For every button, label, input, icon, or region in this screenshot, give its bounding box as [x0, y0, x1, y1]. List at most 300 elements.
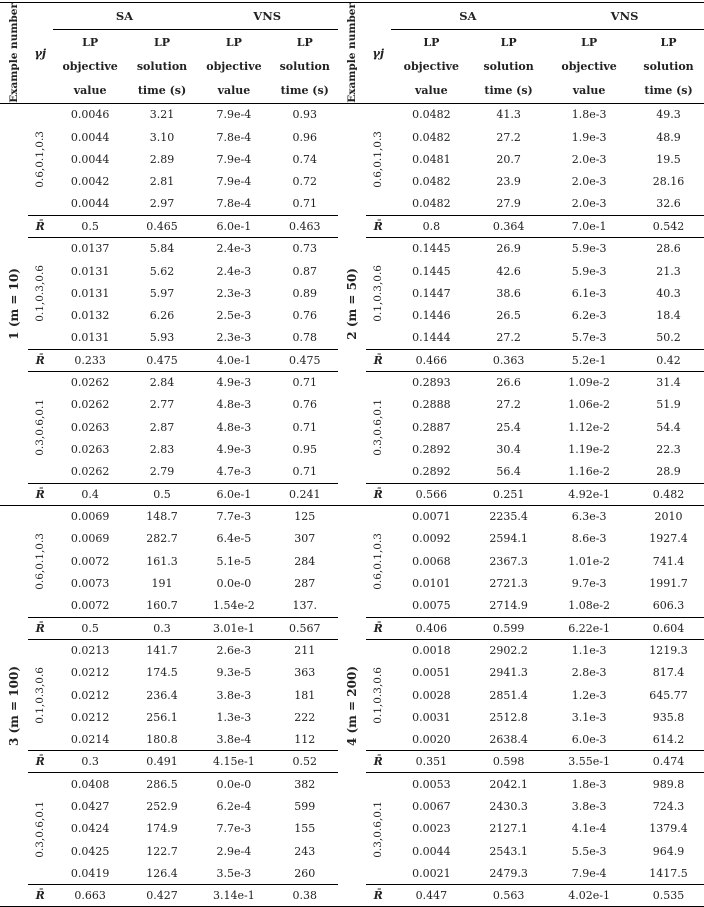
table-cell: 2543.1	[489, 844, 528, 858]
table-cell: 2367.3	[489, 554, 528, 568]
gamma-value: 0.6,0.1,0.3	[372, 532, 385, 590]
table-cell: 21.3	[656, 264, 681, 278]
table-cell: 2.0e-3	[571, 174, 607, 188]
table-cell: 27.9	[496, 197, 521, 211]
table-cell: 0.0044	[70, 130, 110, 144]
table-cell: 0.0044	[412, 844, 451, 858]
r-bar-value: 7.0e-1	[545, 215, 633, 237]
example-label-text: 1 (m = 10)	[6, 268, 21, 341]
table-cell: 0.0073	[70, 576, 110, 590]
table-cell: 2902.2	[489, 644, 528, 658]
r-bar-value: 0.465	[128, 215, 197, 237]
table-cell: 6.4e-5	[216, 532, 252, 546]
table-cell: 0.0481	[412, 152, 451, 166]
r-bar-label: R̄	[366, 885, 391, 907]
table-cell: 2.0e-3	[571, 197, 607, 211]
r-bar-value: 0.474	[633, 751, 704, 773]
r-bar-value: 0.475	[128, 349, 197, 371]
table-cell: 0.73	[292, 242, 317, 256]
gamma-cell	[366, 505, 391, 617]
table-cell: 741.4	[652, 554, 685, 568]
table-cell: 0.71	[292, 376, 317, 390]
table-cell: 0.0023	[412, 822, 451, 836]
value-label: value	[391, 79, 473, 104]
gamma-value: 0.3,0.6,0.1	[372, 398, 385, 456]
table-cell: 0.1444	[412, 331, 451, 345]
r-bar-value: 4.15e-1	[196, 751, 271, 773]
example-label-text: 2 (m = 50)	[344, 268, 359, 341]
table-cell: 1379.4	[649, 822, 688, 836]
table-cell: 964.9	[652, 844, 685, 858]
table-cell: 211	[294, 644, 316, 658]
table-cell: 2714.9	[489, 598, 528, 612]
lp-label: LP	[225, 35, 242, 49]
lp-label: LP	[581, 35, 598, 49]
table-cell: 307	[294, 532, 316, 546]
r-bar-value: 0.3	[53, 751, 128, 773]
table-cell: 0.0482	[412, 174, 451, 188]
table-cell: 0.0427	[70, 800, 110, 814]
table-cell: 0.0262	[70, 465, 110, 478]
r-bar-value: 0.463	[271, 215, 338, 237]
table-cell: 0.0132	[70, 308, 110, 322]
table-cell: 0.87	[292, 264, 317, 278]
table-header	[0, 3, 704, 104]
table-body	[0, 103, 704, 907]
sa-header-right: SA	[391, 3, 546, 30]
table-cell: 0.0068	[412, 554, 451, 568]
table-cell: 18.4	[656, 308, 681, 322]
table-cell: 160.7	[146, 598, 178, 612]
table-cell: 0.0051	[412, 666, 451, 680]
table-cell: 5.93	[149, 331, 175, 345]
table-cell: 5.97	[149, 286, 175, 300]
table-cell: 2.3e-3	[216, 286, 252, 300]
time-label: time (s)	[128, 79, 197, 104]
table-cell: 7.7e-3	[216, 822, 252, 836]
vns-header-left: VNS	[196, 3, 338, 30]
vns-header-right: VNS	[545, 3, 704, 30]
table-cell: 0.0263	[70, 442, 110, 456]
table-cell: 2.77	[149, 398, 175, 412]
table-cell: 6.0e-3	[571, 732, 607, 746]
example-label	[0, 103, 28, 505]
table-cell: 1.3e-3	[216, 710, 252, 724]
table-cell: 0.0212	[70, 710, 110, 724]
r-bar-value: 0.5	[53, 617, 128, 639]
table-cell: 155	[294, 822, 316, 836]
table-cell: 9.7e-3	[571, 576, 607, 590]
table-cell: 0.78	[292, 331, 317, 345]
table-cell: 32.6	[656, 197, 681, 211]
gamma-cell	[366, 371, 391, 483]
r-bar-label: R̄	[28, 751, 53, 773]
gamma-cell	[28, 639, 53, 751]
table-cell: 0.2892	[412, 442, 451, 456]
table-cell: 0.0021	[412, 866, 451, 880]
r-bar-value: 4.02e-1	[545, 885, 633, 907]
table-cell: 148.7	[146, 510, 178, 524]
table-cell: 599	[294, 800, 316, 814]
table-cell: 27.2	[496, 398, 521, 412]
table-cell: 50.2	[656, 331, 681, 345]
table-cell: 256.1	[146, 710, 178, 724]
table-cell: 1991.7	[649, 576, 688, 590]
table-cell: 2.9e-4	[216, 844, 252, 858]
table-cell: 26.9	[496, 242, 521, 256]
table-cell: 0.0069	[70, 510, 110, 524]
table-cell: 7.9e-4	[216, 108, 252, 122]
table-cell: 0.0212	[70, 666, 110, 680]
table-cell: 2.87	[149, 420, 175, 434]
table-cell: 0.0067	[412, 800, 451, 814]
table-cell: 1.09e-2	[568, 376, 610, 390]
objective-label: objective	[561, 60, 617, 74]
table-cell: 3.8e-3	[216, 688, 252, 702]
r-bar-value: 0.406	[391, 617, 473, 639]
lp-label: LP	[660, 35, 677, 49]
table-cell: 0.0408	[70, 778, 110, 792]
table-cell: 282.7	[146, 532, 178, 546]
table-cell: 26.6	[496, 376, 521, 390]
table-cell: 2512.8	[489, 710, 528, 724]
table-cell: 3.21	[149, 108, 175, 122]
gamma-value: 0.6,0.1,0.3	[372, 130, 385, 188]
table-cell: 2.5e-3	[216, 308, 252, 322]
table-cell: 2479.3	[489, 866, 528, 880]
gamma-value: 0.1,0.3,0.6	[34, 264, 47, 322]
r-bar-value: 3.01e-1	[196, 617, 271, 639]
gamma-value: 0.6,0.1,0.3	[34, 130, 47, 188]
r-bar-value: 0.363	[472, 349, 545, 371]
table-cell: 5.7e-3	[571, 331, 607, 345]
table-cell: 0.0131	[70, 264, 110, 278]
objective-label: objective	[62, 60, 118, 74]
table-cell: 1417.5	[649, 866, 688, 880]
table-cell: 0.0072	[70, 598, 110, 612]
table-cell: 2.81	[149, 174, 175, 188]
table-cell: 6.2e-4	[216, 800, 252, 814]
time-label: time (s)	[633, 79, 704, 104]
r-bar-value: 0.351	[391, 751, 473, 773]
table-cell: 1927.4	[649, 532, 688, 546]
table-cell: 0.0482	[412, 197, 451, 211]
table-cell: 4.1e-4	[571, 822, 607, 836]
table-cell: 0.0042	[70, 174, 110, 188]
table-cell: 0.0e-0	[216, 778, 252, 792]
table-cell: 0.0262	[70, 376, 110, 390]
table-cell: 3.1e-3	[571, 710, 607, 724]
table-cell: 8.6e-3	[571, 532, 607, 546]
gamma-value: 0.3,0.6,0.1	[34, 398, 47, 456]
table-cell: 5.84	[149, 242, 175, 256]
table-cell: 1.12e-2	[568, 420, 610, 434]
gamma-header-left: γj	[28, 3, 53, 104]
r-bar-label: R̄	[28, 617, 53, 639]
table-cell: 0.0131	[70, 286, 110, 300]
time-label: time (s)	[472, 79, 545, 104]
table-cell: 0.0018	[412, 644, 451, 658]
example-label	[0, 505, 28, 907]
table-cell: 2.0e-3	[571, 152, 607, 166]
table-cell: 2.6e-3	[216, 644, 252, 658]
table-cell: 0.0263	[70, 420, 110, 434]
table-cell: 2235.4	[489, 510, 528, 524]
r-bar-value: 0.542	[633, 215, 704, 237]
r-bar-value: 6.0e-1	[196, 483, 271, 505]
table-cell: 286.5	[146, 778, 178, 792]
table-cell: 1.2e-3	[571, 688, 607, 702]
table-cell: 4.9e-3	[216, 376, 252, 390]
table-cell: 0.0044	[70, 152, 110, 166]
r-bar-value: 0.427	[128, 885, 197, 907]
example-number-header-right: Example number	[338, 3, 366, 104]
table-cell: 1.1e-3	[571, 644, 607, 658]
table-cell: 0.0482	[412, 130, 451, 144]
table-row	[0, 505, 704, 528]
r-bar-value: 0.447	[391, 885, 473, 907]
table-cell: 3.8e-4	[216, 732, 252, 746]
table-cell: 0.0075	[412, 598, 451, 612]
table-cell: 0.2893	[412, 376, 451, 390]
lp-label: LP	[82, 35, 99, 49]
table-cell: 614.2	[652, 732, 685, 746]
example-label	[338, 505, 366, 907]
table-cell: 54.4	[656, 420, 681, 434]
table-cell: 2.84	[149, 376, 175, 390]
r-bar-label: R̄	[366, 215, 391, 237]
table-cell: 2.89	[149, 152, 175, 166]
table-cell: 0.0131	[70, 331, 110, 345]
objective-label: objective	[403, 60, 460, 74]
time-label: time (s)	[271, 79, 338, 104]
table-cell: 0.71	[292, 197, 317, 211]
table-cell: 4.9e-3	[216, 442, 252, 456]
table-cell: 0.0028	[412, 688, 451, 702]
table-cell: 4.8e-3	[216, 420, 252, 434]
table-cell: 0.0425	[70, 844, 110, 858]
table-cell: 724.3	[652, 800, 685, 814]
r-bar-value: 0.599	[472, 617, 545, 639]
r-bar-value: 0.38	[271, 885, 338, 907]
table-cell: 2851.4	[489, 688, 528, 702]
table-cell: 40.3	[656, 286, 681, 300]
table-cell: 0.2892	[412, 465, 451, 478]
table-cell: 1.01e-2	[568, 554, 610, 568]
table-cell: 25.4	[496, 420, 521, 434]
table-cell: 0.95	[292, 442, 317, 456]
table-cell: 112	[294, 732, 316, 746]
lp-label: LP	[423, 35, 440, 49]
table-cell: 7.8e-4	[216, 197, 252, 211]
table-cell: 284	[294, 554, 316, 568]
table-cell: 181	[294, 688, 316, 702]
r-bar-value: 0.241	[271, 483, 338, 505]
table-cell: 0.0069	[70, 532, 110, 546]
gamma-cell	[366, 237, 391, 349]
table-cell: 1.8e-3	[571, 108, 607, 122]
table-cell: 2.97	[149, 197, 175, 211]
table-cell: 7.7e-3	[216, 510, 252, 524]
table-cell: 0.0101	[412, 576, 451, 590]
r-bar-value: 0.4	[53, 483, 128, 505]
table-cell: 22.3	[656, 442, 681, 456]
example-label-text: 3 (m = 100)	[6, 665, 21, 747]
r-bar-value: 0.535	[633, 885, 704, 907]
value-label: value	[53, 79, 128, 104]
table-cell: 0.1447	[412, 286, 451, 300]
table-cell: 1.16e-2	[568, 465, 610, 478]
table-cell: 191	[151, 576, 173, 590]
lp-label: LP	[500, 35, 517, 49]
table-cell: 6.3e-3	[571, 510, 607, 524]
table-cell: 252.9	[146, 800, 178, 814]
table-cell: 23.9	[496, 174, 521, 188]
table-cell: 2010	[654, 510, 683, 524]
table-cell: 0.71	[292, 420, 317, 434]
table-cell: 0.2887	[412, 420, 451, 434]
r-bar-label: R̄	[28, 215, 53, 237]
gamma-value: 0.1,0.3,0.6	[372, 666, 385, 724]
table-cell: 0.96	[292, 130, 317, 144]
r-bar-value: 0.52	[271, 751, 338, 773]
table-cell: 3.5e-3	[216, 866, 252, 880]
table-cell: 2.4e-3	[216, 242, 252, 256]
r-bar-value: 0.233	[53, 349, 128, 371]
table-cell: 1.08e-2	[568, 598, 610, 612]
table-cell: 27.2	[496, 130, 521, 144]
r-bar-value: 0.663	[53, 885, 128, 907]
table-cell: 0.0044	[70, 197, 110, 211]
r-bar-value: 0.251	[472, 483, 545, 505]
table-cell: 0.0046	[70, 108, 110, 122]
r-bar-value: 5.2e-1	[545, 349, 633, 371]
table-cell: 2.4e-3	[216, 264, 252, 278]
example-label-text: 4 (m = 200)	[344, 665, 359, 747]
table-cell: 0.0419	[70, 866, 110, 880]
table-cell: 2.83	[149, 442, 175, 456]
gamma-value: 0.1,0.3,0.6	[34, 666, 47, 724]
table-cell: 2721.3	[489, 576, 528, 590]
table-cell: 2941.3	[489, 666, 528, 680]
table-cell: 174.5	[146, 666, 178, 680]
table-cell: 20.7	[496, 152, 521, 166]
table-cell: 0.0092	[412, 532, 451, 546]
table-cell: 222	[294, 710, 316, 724]
lp-label: LP	[154, 35, 171, 49]
gamma-cell	[366, 773, 391, 885]
table-cell: 28.6	[656, 242, 681, 256]
table-cell: 0.71	[292, 465, 317, 478]
table-cell: 0.93	[292, 108, 317, 122]
table-row	[0, 103, 704, 126]
table-cell: 5.9e-3	[571, 264, 607, 278]
table-cell: 0.76	[292, 308, 317, 322]
table-cell: 51.9	[656, 398, 681, 412]
table-cell: 0.0482	[412, 108, 451, 122]
table-cell: 363	[294, 666, 316, 680]
table-cell: 3.8e-3	[571, 800, 607, 814]
r-bar-label: R̄	[28, 483, 53, 505]
table-cell: 1.9e-3	[571, 130, 607, 144]
r-bar-label: R̄	[366, 751, 391, 773]
results-table	[0, 2, 704, 907]
table-cell: 56.4	[496, 465, 521, 478]
r-bar-value: 0.566	[391, 483, 473, 505]
table-cell: 4.8e-3	[216, 398, 252, 412]
gamma-cell	[28, 103, 53, 215]
table-cell: 2.3e-3	[216, 331, 252, 345]
table-cell: 5.5e-3	[571, 844, 607, 858]
table-cell: 935.8	[652, 710, 685, 724]
r-bar-value: 0.8	[391, 215, 473, 237]
table-cell: 0.0020	[412, 732, 451, 746]
r-bar-label: R̄	[366, 617, 391, 639]
table-cell: 0.0072	[70, 554, 110, 568]
table-cell: 645.77	[649, 688, 688, 702]
table-cell: 0.0137	[70, 242, 110, 256]
table-cell: 38.6	[496, 286, 521, 300]
table-cell: 126.4	[146, 866, 178, 880]
table-cell: 7.9e-4	[216, 174, 252, 188]
gamma-value: 0.1,0.3,0.6	[372, 264, 385, 322]
table-cell: 0.0214	[70, 732, 110, 746]
r-bar-value: 0.42	[633, 349, 704, 371]
r-bar-label: R̄	[366, 483, 391, 505]
table-cell: 125	[294, 510, 316, 524]
table-cell: 5.9e-3	[571, 242, 607, 256]
table-cell: 0.1445	[412, 264, 451, 278]
table-cell: 28.9	[656, 465, 681, 478]
r-bar-value: 0.598	[472, 751, 545, 773]
table-cell: 9.3e-5	[216, 666, 252, 680]
r-bar-value: 0.491	[128, 751, 197, 773]
lp-label: LP	[296, 35, 313, 49]
table-cell: 6.2e-3	[571, 308, 607, 322]
table-cell: 1.06e-2	[568, 398, 610, 412]
gamma-cell	[366, 639, 391, 751]
example-label	[338, 103, 366, 505]
sa-header-left: SA	[53, 3, 197, 30]
table-cell: 49.3	[656, 108, 681, 122]
table-cell: 382	[294, 778, 316, 792]
r-bar-value: 0.3	[128, 617, 197, 639]
r-bar-label: R̄	[28, 349, 53, 371]
table-cell: 0.2888	[412, 398, 451, 412]
r-bar-value: 0.5	[128, 483, 197, 505]
table-cell: 41.3	[496, 108, 521, 122]
table-cell: 0.1446	[412, 308, 451, 322]
table-cell: 161.3	[146, 554, 178, 568]
table-cell: 5.1e-5	[216, 554, 252, 568]
table-cell: 122.7	[146, 844, 178, 858]
value-label: value	[196, 79, 271, 104]
table-cell: 606.3	[652, 598, 685, 612]
gamma-header-right: γj	[366, 3, 391, 104]
example-number-header-left: Example number	[0, 3, 28, 104]
r-bar-value: 0.567	[271, 617, 338, 639]
table-cell: 7.9e-4	[216, 152, 252, 166]
table-cell: 1.19e-2	[568, 442, 610, 456]
table-cell: 3.10	[149, 130, 175, 144]
table-cell: 1219.3	[649, 644, 688, 658]
objective-label: objective	[206, 60, 262, 74]
table-cell: 989.8	[652, 778, 685, 792]
table-cell: 141.7	[146, 644, 178, 658]
gamma-cell	[366, 103, 391, 215]
table-cell: 0.89	[292, 286, 317, 300]
table-cell: 2.8e-3	[571, 666, 607, 680]
